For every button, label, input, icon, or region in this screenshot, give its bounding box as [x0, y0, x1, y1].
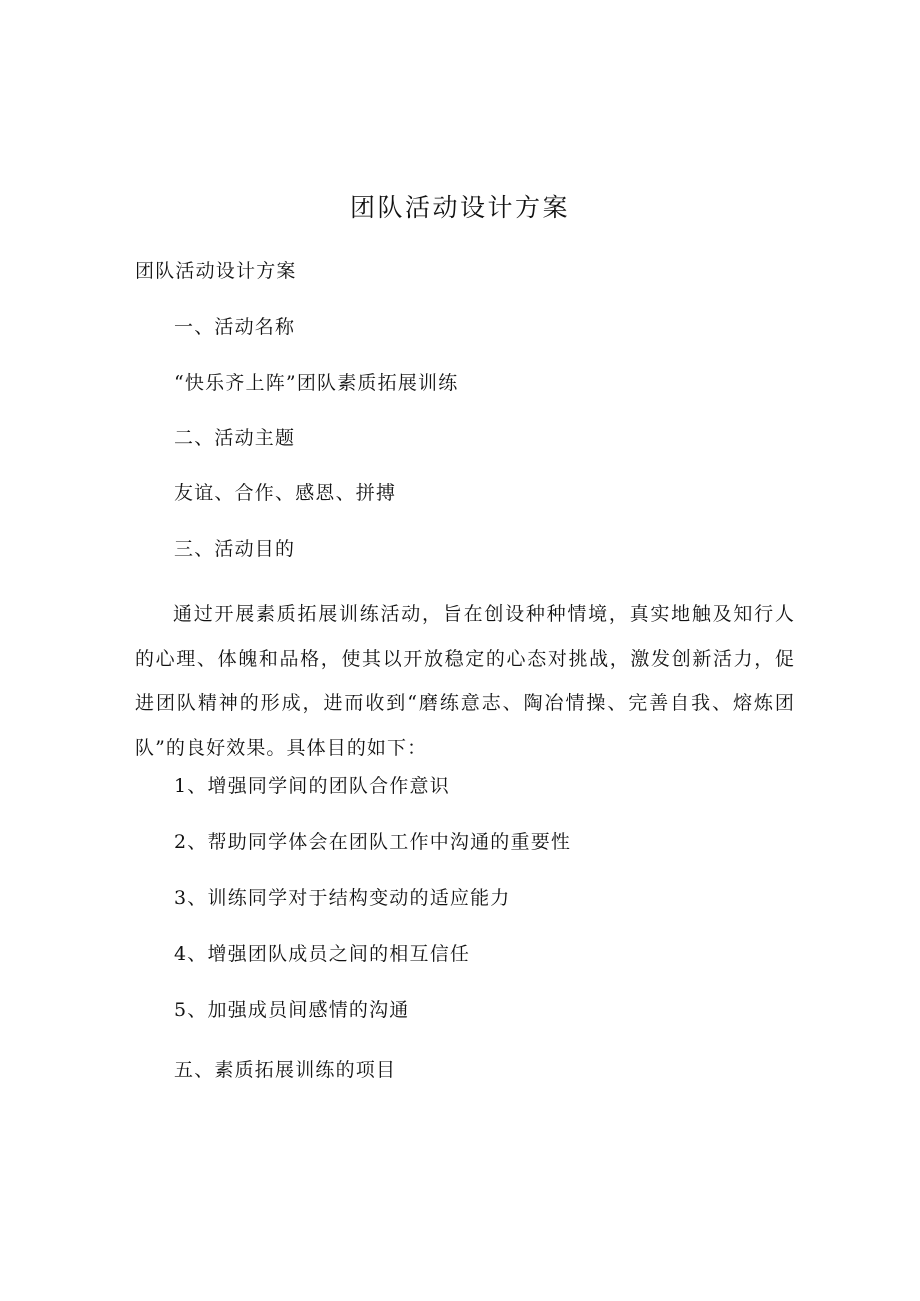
purpose-paragraph: 通过开展素质拓展训练活动，旨在创设种种情境，真实地触及知行人的心理、体魄和品格，使其以开放稳定的心态对挑战，激发创新活力，促进团队精神的形成，进而收到“磨练意志、陶冶情操、完善自我、熔炼团队”的良好效果。具体目的如下：	[135, 603, 795, 759]
section-heading-training-projects: 五、素质拓展训练的项目	[174, 1059, 397, 1081]
document-title: 团队活动设计方案	[349, 193, 570, 222]
activity-name-text: “快乐齐上阵”团队素质拓展训练	[174, 372, 459, 394]
section-heading-activity-purpose: 三、活动目的	[174, 538, 296, 560]
document-subtitle: 团队活动设计方案	[135, 260, 297, 282]
goal-item: 1、增强同学间的团队合作意识	[174, 775, 450, 797]
section-heading-activity-name: 一、活动名称	[174, 316, 296, 338]
goal-item: 2、帮助同学体会在团队工作中沟通的重要性	[174, 831, 572, 853]
activity-theme-text: 友谊、合作、感恩、拼搏	[174, 482, 397, 504]
goal-item: 3、训练同学对于结构变动的适应能力	[174, 887, 511, 909]
section-heading-activity-theme: 二、活动主题	[174, 427, 296, 449]
goal-item: 4、增强团队成员之间的相互信任	[174, 943, 471, 965]
goal-item: 5、加强成员间感情的沟通	[174, 999, 410, 1021]
